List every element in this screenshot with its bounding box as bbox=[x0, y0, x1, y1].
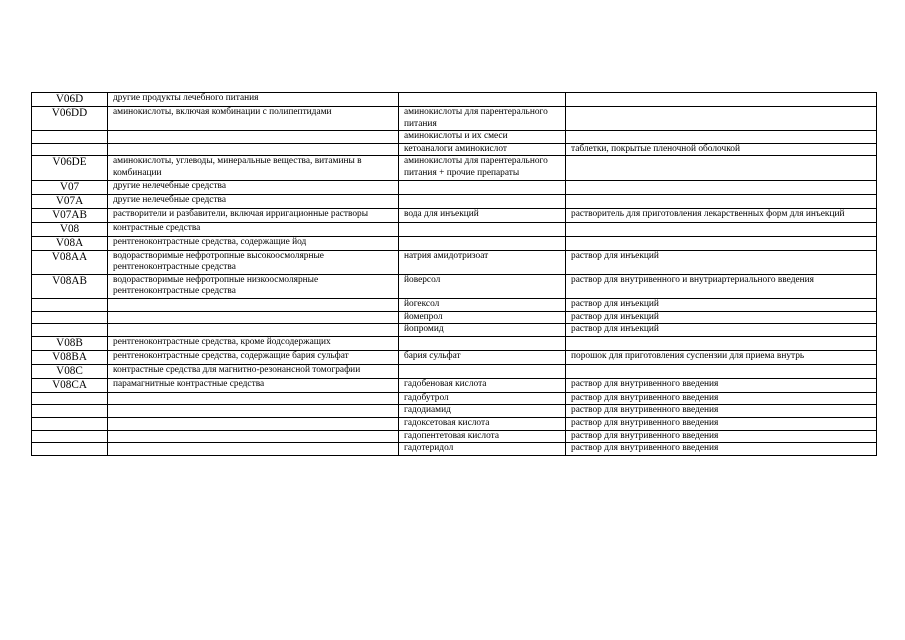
substance-cell: аминокислоты для парентерального питания + прочие препараты bbox=[399, 156, 566, 180]
dosage-form-cell: раствор для внутривенного введения bbox=[566, 392, 877, 405]
dosage-form-cell: раствор для внутривенного и внутриартериального введения bbox=[566, 274, 877, 298]
table-row bbox=[32, 336, 877, 350]
group-name-cell: аминокислоты, углеводы, минеральные вещества, витамины в комбинации bbox=[108, 156, 399, 180]
dosage-form-cell: растворитель для приготовления лекарственных форм для инъекций bbox=[566, 208, 877, 222]
atc-drug-table bbox=[31, 92, 877, 456]
substance-cell: гадотеридол bbox=[399, 443, 566, 456]
group-name-cell bbox=[108, 298, 399, 311]
atc-code-cell: V06DE bbox=[32, 156, 108, 180]
substance-cell: кетоаналоги аминокислот bbox=[399, 143, 566, 156]
table-row bbox=[32, 378, 877, 392]
substance-cell bbox=[399, 222, 566, 236]
atc-code-cell bbox=[32, 430, 108, 443]
dosage-form-cell: раствор для внутривенного введения bbox=[566, 430, 877, 443]
atc-code-cell: V08BA bbox=[32, 350, 108, 364]
table-row bbox=[32, 107, 877, 131]
table-row bbox=[32, 443, 877, 456]
group-name-cell: контрастные средства bbox=[108, 222, 399, 236]
dosage-form-cell: раствор для внутривенного введения bbox=[566, 443, 877, 456]
substance-cell bbox=[399, 194, 566, 208]
table-row bbox=[32, 93, 877, 107]
group-name-cell: водорастворимые нефротропные низкоосмолярные рентгеноконтрастные средства bbox=[108, 274, 399, 298]
group-name-cell bbox=[108, 417, 399, 430]
dosage-form-cell bbox=[566, 180, 877, 194]
table-row bbox=[32, 392, 877, 405]
dosage-form-cell: раствор для инъекций bbox=[566, 324, 877, 337]
substance-cell: гадоксетовая кислота bbox=[399, 417, 566, 430]
group-name-cell bbox=[108, 443, 399, 456]
dosage-form-cell bbox=[566, 336, 877, 350]
group-name-cell: рентгеноконтрастные средства, содержащие бария сульфат bbox=[108, 350, 399, 364]
substance-cell bbox=[399, 364, 566, 378]
group-name-cell: аминокислоты, включая комбинации с полипептидами bbox=[108, 107, 399, 131]
atc-code-cell: V06D bbox=[32, 93, 108, 107]
substance-cell bbox=[399, 180, 566, 194]
group-name-cell: водорастворимые нефротропные высокоосмолярные рентгеноконтрастные средства bbox=[108, 250, 399, 274]
dosage-form-cell bbox=[566, 156, 877, 180]
substance-cell: натрия амидотризоат bbox=[399, 250, 566, 274]
group-name-cell: контрастные средства для магнитно-резонансной томографии bbox=[108, 364, 399, 378]
table-row bbox=[32, 143, 877, 156]
substance-cell: йопромид bbox=[399, 324, 566, 337]
dosage-form-cell: раствор для инъекций bbox=[566, 311, 877, 324]
table-row bbox=[32, 324, 877, 337]
table-row bbox=[32, 417, 877, 430]
table-row bbox=[32, 180, 877, 194]
group-name-cell bbox=[108, 324, 399, 337]
atc-code-cell bbox=[32, 298, 108, 311]
substance-cell: йомепрол bbox=[399, 311, 566, 324]
substance-cell: гадобеновая кислота bbox=[399, 378, 566, 392]
dosage-form-cell bbox=[566, 93, 877, 107]
dosage-form-cell bbox=[566, 236, 877, 250]
table-row bbox=[32, 250, 877, 274]
atc-code-cell: V06DD bbox=[32, 107, 108, 131]
table-row bbox=[32, 156, 877, 180]
substance-cell: бария сульфат bbox=[399, 350, 566, 364]
atc-code-cell: V08AA bbox=[32, 250, 108, 274]
group-name-cell: рентгеноконтрастные средства, содержащие йод bbox=[108, 236, 399, 250]
atc-code-cell: V07 bbox=[32, 180, 108, 194]
table-row bbox=[32, 298, 877, 311]
table-body bbox=[32, 93, 877, 456]
table-row bbox=[32, 405, 877, 418]
substance-cell: гадобутрол bbox=[399, 392, 566, 405]
substance-cell: гадодиамид bbox=[399, 405, 566, 418]
atc-code-cell: V08B bbox=[32, 336, 108, 350]
atc-code-cell bbox=[32, 405, 108, 418]
table-row bbox=[32, 194, 877, 208]
dosage-form-cell: раствор для внутривенного введения bbox=[566, 417, 877, 430]
substance-cell: аминокислоты и их смеси bbox=[399, 131, 566, 144]
group-name-cell bbox=[108, 405, 399, 418]
table-row bbox=[32, 274, 877, 298]
atc-code-cell bbox=[32, 311, 108, 324]
table-row bbox=[32, 208, 877, 222]
atc-code-cell: V08 bbox=[32, 222, 108, 236]
dosage-form-cell: раствор для инъекций bbox=[566, 250, 877, 274]
substance-cell: йоверсол bbox=[399, 274, 566, 298]
dosage-form-cell bbox=[566, 364, 877, 378]
atc-code-cell bbox=[32, 143, 108, 156]
dosage-form-cell bbox=[566, 194, 877, 208]
table-row bbox=[32, 311, 877, 324]
dosage-form-cell bbox=[566, 131, 877, 144]
atc-code-cell: V08AB bbox=[32, 274, 108, 298]
group-name-cell: растворители и разбавители, включая ирригационные растворы bbox=[108, 208, 399, 222]
substance-cell bbox=[399, 236, 566, 250]
table-row bbox=[32, 131, 877, 144]
atc-code-cell: V08CA bbox=[32, 378, 108, 392]
group-name-cell: рентгеноконтрастные средства, кроме йодсодержащих bbox=[108, 336, 399, 350]
group-name-cell bbox=[108, 131, 399, 144]
atc-code-cell bbox=[32, 417, 108, 430]
group-name-cell: парамагнитные контрастные средства bbox=[108, 378, 399, 392]
group-name-cell: другие продукты лечебного питания bbox=[108, 93, 399, 107]
atc-code-cell: V08C bbox=[32, 364, 108, 378]
group-name-cell bbox=[108, 392, 399, 405]
atc-code-cell bbox=[32, 392, 108, 405]
atc-code-cell: V07AB bbox=[32, 208, 108, 222]
substance-cell: йогексол bbox=[399, 298, 566, 311]
substance-cell: вода для инъекций bbox=[399, 208, 566, 222]
group-name-cell bbox=[108, 311, 399, 324]
table-row bbox=[32, 364, 877, 378]
table-row bbox=[32, 430, 877, 443]
atc-code-cell: V07A bbox=[32, 194, 108, 208]
group-name-cell: другие нелечебные средства bbox=[108, 180, 399, 194]
dosage-form-cell: раствор для внутривенного введения bbox=[566, 378, 877, 392]
dosage-form-cell bbox=[566, 107, 877, 131]
atc-code-cell bbox=[32, 324, 108, 337]
dosage-form-cell: раствор для внутривенного введения bbox=[566, 405, 877, 418]
substance-cell bbox=[399, 336, 566, 350]
atc-code-cell bbox=[32, 131, 108, 144]
substance-cell: аминокислоты для парентерального питания bbox=[399, 107, 566, 131]
table-row bbox=[32, 236, 877, 250]
atc-code-cell: V08A bbox=[32, 236, 108, 250]
dosage-form-cell: таблетки, покрытые пленочной оболочкой bbox=[566, 143, 877, 156]
dosage-form-cell: раствор для инъекций bbox=[566, 298, 877, 311]
group-name-cell: другие нелечебные средства bbox=[108, 194, 399, 208]
dosage-form-cell bbox=[566, 222, 877, 236]
group-name-cell bbox=[108, 430, 399, 443]
table-row bbox=[32, 350, 877, 364]
dosage-form-cell: порошок для приготовления суспензии для приема внутрь bbox=[566, 350, 877, 364]
group-name-cell bbox=[108, 143, 399, 156]
table-row bbox=[32, 222, 877, 236]
substance-cell bbox=[399, 93, 566, 107]
atc-code-cell bbox=[32, 443, 108, 456]
substance-cell: гадопентетовая кислота bbox=[399, 430, 566, 443]
